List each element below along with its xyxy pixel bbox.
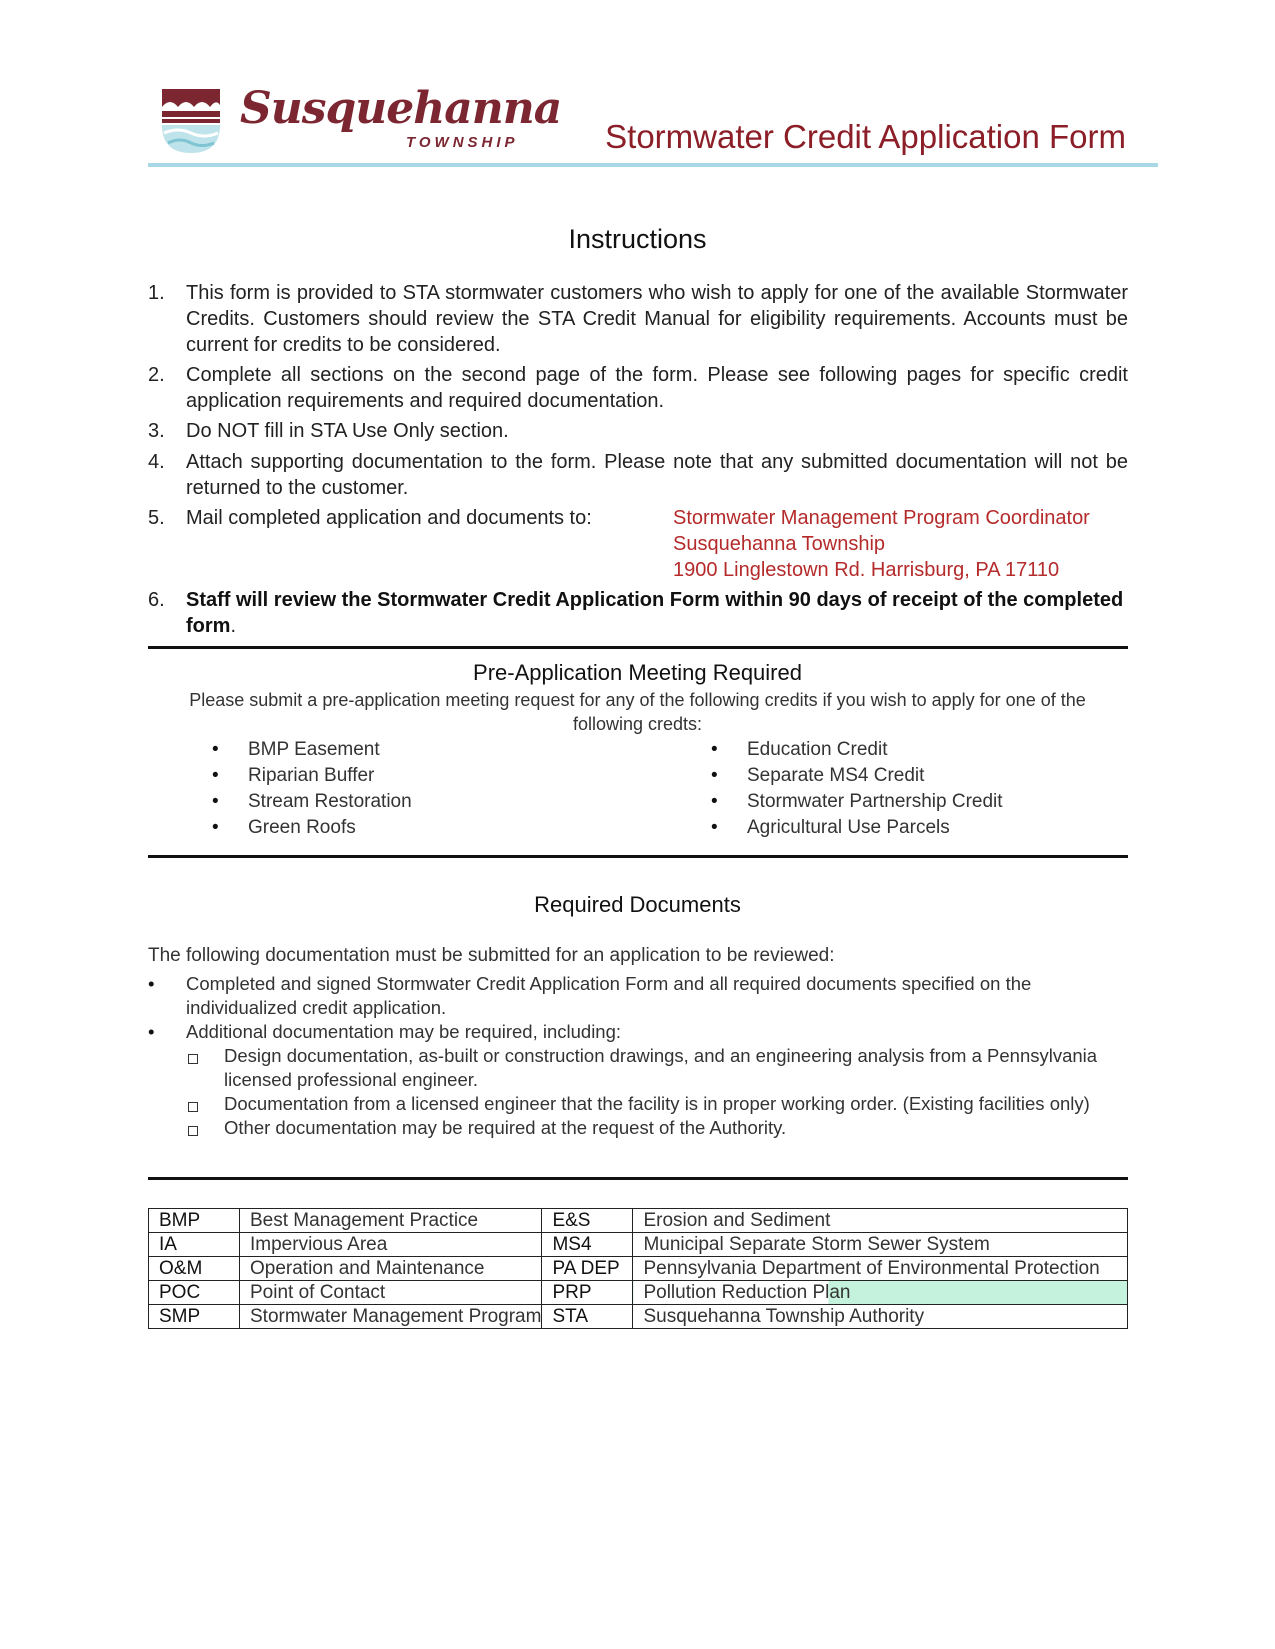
definition-cell: Susquehanna Township Authority — [633, 1305, 1128, 1329]
list-item: • BMP Easement — [212, 737, 412, 763]
sub-list-item — [148, 1044, 1108, 1092]
abbr-cell: STA — [542, 1305, 633, 1329]
definition-cell: Pollution Reduction Plan — [633, 1281, 1128, 1305]
logo-wordmark: Susquehanna — [240, 83, 562, 134]
address-line: Stormwater Management Program Coordinator — [673, 507, 1090, 529]
item-number: 3. — [148, 420, 165, 442]
item-number: 5. — [148, 507, 165, 529]
list-item: • Agricultural Use Parcels — [711, 815, 1003, 841]
sub-list-item — [148, 1092, 1108, 1116]
bridge-river-logo-icon — [158, 85, 228, 157]
address-line: Susquehanna Township — [673, 533, 886, 555]
item-text: Mail completed application and documents to: — [186, 507, 592, 529]
section-divider — [148, 646, 1128, 649]
table-row — [149, 1209, 1128, 1233]
address-line: 1900 Linglestown Rd. Harrisburg, PA 17110 — [673, 559, 1060, 581]
mailing-address — [673, 505, 1090, 583]
abbr-cell: SMP — [149, 1305, 240, 1329]
pre-application-text: Please submit a pre-application meeting request for any of the following credits if you wish to apply for one of the following credts: — [189, 690, 1086, 734]
item-text: Do NOT fill in STA Use Only section. — [186, 420, 509, 442]
sub-item-text: Design documentation, as-built or construction drawings, and an engineering analysis from a Pennsylvania licensed professional engineer. — [224, 1045, 1098, 1090]
required-documents-list — [148, 972, 1108, 1140]
sub-item-text: Other documentation may be required at the request of the Authority. — [224, 1117, 787, 1138]
township-logo — [158, 83, 562, 160]
table-row — [149, 1257, 1128, 1281]
logo-subtitle: TOWNSHIP — [406, 134, 519, 151]
abbr-cell: POC — [149, 1281, 240, 1305]
list-item: • Green Roofs — [212, 815, 412, 841]
list-item: • Riparian Buffer — [212, 763, 412, 789]
abbr-cell: IA — [149, 1233, 240, 1257]
list-item: • Stormwater Partnership Credit — [711, 789, 1003, 815]
list-item: • Additional documentation may be required, including: — [148, 1020, 1108, 1044]
definition-cell: Stormwater Management Program — [240, 1305, 542, 1329]
item-text: Complete all sections on the second page of the form. Please see following pages for specific credit application requirements and required documentation. — [186, 364, 1128, 412]
definition-cell: Municipal Separate Storm Sewer System — [633, 1233, 1128, 1257]
table-row — [149, 1305, 1128, 1329]
review-notice: Staff will review the Stormwater Credit Application Form within 90 days of receipt of the completed form — [186, 589, 1124, 637]
section-divider — [148, 855, 1128, 858]
item-text — [186, 587, 1128, 639]
abbreviations-table — [148, 1208, 1128, 1329]
definition-cell: Pennsylvania Department of Environmental Protection — [633, 1257, 1128, 1281]
abbr-cell: PRP — [542, 1281, 633, 1305]
abbr-cell: BMP — [149, 1209, 240, 1233]
abbr-cell: O&M — [149, 1257, 240, 1281]
page-header — [148, 80, 1158, 170]
item-text: This form is provided to STA stormwater customers who wish to apply for one of the available Stormwater Credits. Customers should review the STA Credit Manual for eligibility requirements. Accounts must be current for credits to be considered. — [186, 282, 1128, 356]
item-number: 1. — [148, 282, 165, 304]
sub-list-item — [148, 1116, 1108, 1140]
square-bullet-icon — [188, 1054, 198, 1064]
definition-cell: Point of Contact — [240, 1281, 542, 1305]
item-text: Attach supporting documentation to the form. Please note that any submitted documentation will not be returned to the customer. — [186, 451, 1128, 499]
section-divider — [148, 1177, 1128, 1180]
definition-cell: Impervious Area — [240, 1233, 542, 1257]
header-divider — [148, 163, 1158, 167]
item-number: 6. — [148, 589, 165, 611]
list-item: • Stream Restoration — [212, 789, 412, 815]
table-row — [149, 1233, 1128, 1257]
required-documents-intro: The following documentation must be submitted for an application to be reviewed: — [148, 945, 835, 966]
definition-cell: Operation and Maintenance — [240, 1257, 542, 1281]
required-documents-heading: Required Documents — [534, 892, 741, 917]
credit-list-left — [212, 737, 412, 841]
item-number: 4. — [148, 451, 165, 473]
abbr-cell: E&S — [542, 1209, 633, 1233]
definition-cell: Erosion and Sediment — [633, 1209, 1128, 1233]
square-bullet-icon — [188, 1102, 198, 1112]
review-notice-period: . — [230, 615, 237, 637]
square-bullet-icon — [188, 1126, 198, 1136]
abbr-cell: PA DEP — [542, 1257, 633, 1281]
instructions-heading: Instructions — [568, 224, 707, 254]
list-item: • Separate MS4 Credit — [711, 763, 1003, 789]
definition-cell: Best Management Practice — [240, 1209, 542, 1233]
pre-application-heading: Pre-Application Meeting Required — [473, 660, 802, 685]
sub-item-text: Documentation from a licensed engineer that the facility is in proper working order. (Existing facilities only) — [224, 1093, 1090, 1114]
credit-list-right — [711, 737, 1003, 841]
abbr-cell: MS4 — [542, 1233, 633, 1257]
list-item: • Completed and signed Stormwater Credit Application Form and all required documents specified on the individualized credit application. — [148, 972, 1108, 1020]
list-item: • Education Credit — [711, 737, 1003, 763]
form-title: Stormwater Credit Application Form — [605, 118, 1126, 155]
item-number: 2. — [148, 364, 165, 386]
table-row — [149, 1281, 1128, 1305]
